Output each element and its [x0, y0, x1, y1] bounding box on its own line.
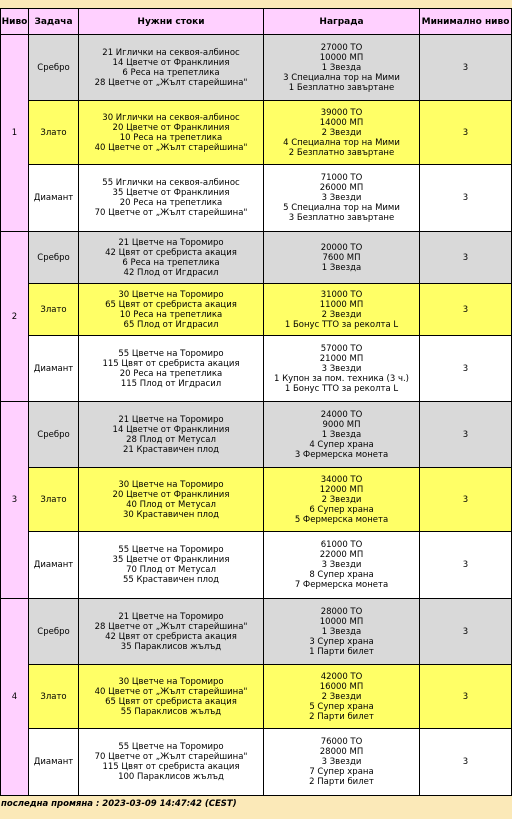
- goods-line: 28 Цветче от „Жълт старейшина": [94, 77, 248, 88]
- reward-cell: [264, 532, 420, 599]
- reward-line: 1 Безплатно завъртане: [288, 82, 395, 93]
- table-row: [1, 165, 512, 232]
- reward-line: 1 Бонус ТТО за реколта L: [284, 319, 399, 330]
- reward-cell: [264, 336, 420, 402]
- min-level-cell: 3: [420, 35, 512, 101]
- goods-line: 10 Реса на трепетлика: [119, 132, 223, 143]
- last-modified: последна промяна : 2023-03-09 14:47:42 (CEST): [1, 799, 237, 809]
- reward-line: 2 Безплатно завъртане: [288, 147, 395, 158]
- reward-line: 9000 МП: [322, 419, 361, 430]
- goods-line: 21 Цветче на Торомиро: [118, 237, 224, 248]
- reward-line: 3 Безплатно завъртане: [288, 213, 395, 223]
- min-level-cell: 3: [420, 729, 512, 796]
- reward-cell: [264, 232, 420, 284]
- reward-line: 28000 ТО: [320, 606, 363, 617]
- table-row: [1, 729, 512, 796]
- reward-cell: [264, 402, 420, 468]
- goods-cell: [79, 729, 264, 796]
- goods-cell: [79, 35, 264, 101]
- goods-line: 65 Плод от Игдрасил: [123, 319, 219, 330]
- reward-line: 10000 МП: [319, 616, 364, 627]
- reward-line: 2 Звезди: [321, 309, 362, 320]
- reward-cell: [264, 599, 420, 665]
- table-row: [1, 101, 512, 165]
- reward-line: 3 Звезди: [321, 757, 362, 767]
- goods-line: 70 Плод от Метусал: [126, 565, 216, 575]
- reward-line: 24000 ТО: [320, 409, 363, 420]
- goods-cell: [79, 232, 264, 284]
- goods-cell: [79, 284, 264, 336]
- table-row: [1, 468, 512, 532]
- reward-cell: [264, 729, 420, 796]
- level-cell: 1: [1, 35, 29, 232]
- goods-line: 70 Цветче от „Жълт старейшина": [94, 752, 248, 762]
- task-tier-cell: Злато: [29, 284, 79, 336]
- goods-line: 40 Цветче от „Жълт старейшина": [94, 142, 248, 153]
- table-row: [1, 599, 512, 665]
- task-tier-cell: Диамант: [29, 165, 79, 232]
- reward-line: 3 Звезди: [321, 193, 362, 203]
- goods-line: 21 Цветче на Торомиро: [118, 414, 224, 425]
- min-level-cell: 3: [420, 599, 512, 665]
- min-level-cell: 3: [420, 284, 512, 336]
- table-row: [1, 232, 512, 284]
- table-body: [1, 35, 512, 796]
- goods-cell: [79, 599, 264, 665]
- goods-line: 30 Цветче на Торомиро: [118, 676, 224, 687]
- reward-line: 4 Специална тор на Мими: [283, 137, 400, 148]
- reward-cell: [264, 35, 420, 101]
- goods-line: 20 Реса на трепетлика: [119, 368, 223, 379]
- goods-line: 42 Цвят от сребриста акация: [105, 631, 237, 642]
- goods-line: 55 Цветче на Торомиро: [118, 742, 224, 752]
- task-tier-cell: Сребро: [29, 402, 79, 468]
- reward-line: 11000 МП: [319, 299, 364, 310]
- goods-cell: [79, 336, 264, 402]
- table-row: [1, 532, 512, 599]
- reward-line: 12000 МП: [319, 484, 364, 495]
- reward-line: 42000 ТО: [320, 671, 363, 682]
- header-reward: Награда: [264, 9, 420, 35]
- goods-line: 28 Цветче от „Жълт старейшина": [94, 621, 248, 632]
- reward-line: 57000 ТО: [320, 343, 363, 354]
- reward-line: 10000 МП: [319, 52, 364, 63]
- reward-line: 14000 МП: [319, 117, 364, 128]
- table-row: [1, 35, 512, 101]
- goods-line: 55 Параклисов жълъд: [120, 706, 222, 717]
- reward-line: 28000 МП: [319, 747, 364, 757]
- reward-line: 5 Фермерска монета: [294, 514, 389, 525]
- goods-line: 115 Плод от Игдрасил: [120, 378, 222, 389]
- reward-line: 21000 МП: [319, 353, 364, 364]
- goods-cell: [79, 165, 264, 232]
- reward-line: 20000 ТО: [320, 242, 363, 253]
- level-cell: 2: [1, 232, 29, 402]
- min-level-cell: 3: [420, 532, 512, 599]
- goods-line: 6 Реса на трепетлика: [122, 67, 220, 78]
- reward-line: 7 Супер храна: [309, 767, 374, 777]
- reward-line: 71000 ТО: [320, 173, 363, 183]
- goods-line: 55 Краставичен плод: [122, 575, 220, 585]
- table-row: [1, 284, 512, 336]
- goods-line: 21 Иглички на секвоя-албинос: [102, 47, 240, 58]
- task-tier-cell: Сребро: [29, 599, 79, 665]
- header-level: Ниво: [1, 9, 29, 35]
- reward-line: 31000 ТО: [320, 289, 363, 300]
- table-row: [1, 336, 512, 402]
- reward-line: 1 Звезда: [321, 262, 362, 273]
- task-tier-cell: Сребро: [29, 35, 79, 101]
- goods-line: 14 Цветче от Франклиния: [112, 424, 230, 435]
- goods-line: 35 Цветче от Франклиния: [112, 555, 230, 565]
- reward-line: 1 Звезда: [321, 429, 362, 440]
- goods-line: 14 Цветче от Франклиния: [112, 57, 230, 68]
- reward-line: 2 Звезди: [321, 691, 362, 702]
- goods-line: 20 Цветче от Франклиния: [112, 122, 230, 133]
- reward-line: 1 Звезда: [321, 626, 362, 637]
- goods-line: 115 Цвят от сребриста акация: [102, 762, 240, 772]
- reward-cell: [264, 665, 420, 729]
- reward-line: 34000 ТО: [320, 474, 363, 485]
- goods-line: 115 Цвят от сребриста акация: [102, 358, 240, 369]
- min-level-cell: 3: [420, 232, 512, 284]
- goods-line: 20 Цветче от Франклиния: [112, 489, 230, 500]
- goods-line: 30 Цветче на Торомиро: [118, 289, 224, 300]
- reward-line: 6 Супер храна: [309, 504, 374, 515]
- reward-line: 7600 МП: [322, 252, 361, 263]
- task-tier-cell: Сребро: [29, 232, 79, 284]
- header-min-level: Минимално ниво: [420, 9, 512, 35]
- goods-cell: [79, 101, 264, 165]
- level-cell: 4: [1, 599, 29, 796]
- goods-line: 20 Реса на трепетлика: [119, 198, 223, 208]
- min-level-cell: 3: [420, 101, 512, 165]
- reward-line: 1 Бонус ТТО за реколта L: [284, 383, 399, 394]
- reward-cell: [264, 468, 420, 532]
- goods-line: 10 Реса на трепетлика: [119, 309, 223, 320]
- reward-line: 3 Фермерска монета: [294, 449, 389, 460]
- min-level-cell: 3: [420, 165, 512, 232]
- reward-line: 1 Звезда: [321, 62, 362, 73]
- reward-cell: [264, 101, 420, 165]
- reward-line: 1 Купон за пом. техника (3 ч.): [274, 373, 409, 384]
- task-tier-cell: Диамант: [29, 532, 79, 599]
- min-level-cell: 3: [420, 468, 512, 532]
- level-cell: 3: [1, 402, 29, 599]
- goods-line: 55 Цветче на Торомиро: [118, 348, 224, 359]
- reward-line: 22000 МП: [319, 550, 364, 560]
- goods-line: 35 Параклисов жълъд: [120, 641, 222, 652]
- reward-line: 39000 ТО: [320, 107, 363, 118]
- reward-line: 61000 ТО: [320, 540, 363, 550]
- reward-line: 3 Звезди: [321, 363, 362, 374]
- min-level-cell: 3: [420, 402, 512, 468]
- reward-line: 3 Звезди: [321, 560, 362, 570]
- table-row: [1, 402, 512, 468]
- reward-cell: [264, 165, 420, 232]
- goods-cell: [79, 402, 264, 468]
- goods-line: 65 Цвят от сребриста акация: [105, 299, 237, 310]
- reward-line: 5 Специална тор на Мими: [283, 203, 400, 213]
- table-row: [1, 665, 512, 729]
- rewards-table: [0, 8, 512, 796]
- goods-line: 21 Цветче на Торомиро: [118, 611, 224, 622]
- reward-line: 8 Супер храна: [309, 570, 374, 580]
- reward-line: 2 Парти билет: [309, 777, 374, 787]
- goods-line: 28 Плод от Метусал: [126, 434, 216, 445]
- goods-line: 100 Параклисов жълъд: [118, 772, 224, 782]
- reward-line: 26000 МП: [319, 183, 364, 193]
- reward-line: 2 Звезди: [321, 127, 362, 138]
- goods-line: 21 Краставичен плод: [122, 444, 220, 455]
- reward-line: 3 Специална тор на Мими: [283, 72, 400, 83]
- goods-cell: [79, 665, 264, 729]
- goods-line: 35 Цветче от Франклиния: [112, 188, 230, 198]
- goods-line: 30 Краставичен плод: [122, 509, 220, 520]
- task-tier-cell: Диамант: [29, 336, 79, 402]
- reward-line: 5 Супер храна: [309, 701, 374, 712]
- reward-line: 2 Парти билет: [309, 711, 374, 722]
- goods-cell: [79, 468, 264, 532]
- task-tier-cell: Злато: [29, 665, 79, 729]
- goods-line: 65 Цвят от сребриста акация: [105, 696, 237, 707]
- task-tier-cell: Злато: [29, 468, 79, 532]
- reward-line: 4 Супер храна: [309, 439, 374, 450]
- reward-line: 76000 ТО: [320, 737, 363, 747]
- reward-line: 1 Парти билет: [309, 646, 374, 657]
- reward-line: 27000 ТО: [320, 42, 363, 53]
- task-tier-cell: Злато: [29, 101, 79, 165]
- goods-line: 42 Плод от Игдрасил: [123, 267, 219, 278]
- task-tier-cell: Диамант: [29, 729, 79, 796]
- goods-line: 40 Цветче от „Жълт старейшина": [94, 686, 248, 697]
- table-header-row: [1, 9, 512, 35]
- goods-line: 55 Цветче на Торомиро: [118, 545, 224, 555]
- goods-line: 30 Цветче на Торомиро: [118, 479, 224, 490]
- min-level-cell: 3: [420, 665, 512, 729]
- min-level-cell: 3: [420, 336, 512, 402]
- reward-line: 7 Фермерска монета: [294, 580, 389, 590]
- header-goods: Нужни стоки: [79, 9, 264, 35]
- reward-line: 2 Звезди: [321, 494, 362, 505]
- reward-cell: [264, 284, 420, 336]
- goods-line: 6 Реса на трепетлика: [122, 257, 220, 268]
- goods-line: 42 Цвят от сребриста акация: [105, 247, 237, 258]
- goods-line: 70 Цветче от „Жълт старейшина": [94, 208, 248, 218]
- reward-line: 16000 МП: [319, 681, 364, 692]
- goods-line: 30 Иглички на секвоя-албинос: [102, 112, 240, 123]
- goods-cell: [79, 532, 264, 599]
- goods-line: 40 Плод от Метусал: [126, 499, 216, 510]
- header-task: Задача: [29, 9, 79, 35]
- goods-line: 55 Иглички на секвоя-албинос: [102, 178, 240, 188]
- reward-line: 3 Супер храна: [309, 636, 374, 647]
